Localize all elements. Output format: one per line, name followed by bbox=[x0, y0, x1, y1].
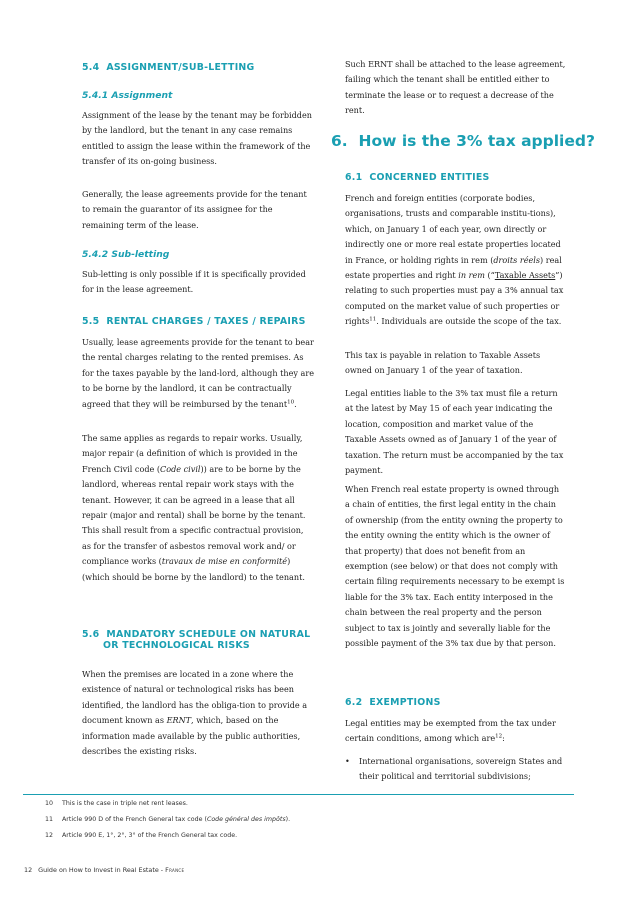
paragraph-file-return: Legal entities liable to the 3% tax must file a return at the latest by May 15 of each year indicating the location, composition and market value of the Taxable Assets owned as of January 1 of the year of taxation. The return must be accompanied by the tax payment. bbox=[345, 388, 564, 476]
footnote-12: 12 Article 990 E, 1°, 2°, 3° of the French General tax code. bbox=[45, 832, 238, 839]
paragraph-ernt: When the premises are located in a zone where the existence of natural or technological risks has been identified, the landlord has the obliga-tion to provide a document known as ERNT, which, based on the information made available by the public authorities, describes the existing risks. bbox=[82, 669, 308, 757]
paragraph-rental-charges: Usually, lease agreements provide for the tenant to bear the rental charges relating to the rented premises. As for the taxes payable by the land-lord, although they are to be borne by the landlord, it can be contractually agreed that they will be reimbursed by the tenant$^{10}$. bbox=[82, 337, 315, 409]
section-heading-5-4: 5.4 ASSIGNMENT/SUB-LETTING bbox=[82, 62, 255, 73]
paragraph-repair-works: The same applies as regards to repair works. Usually, major repair (a definition of which is provided in the French Civil code (Code civil)) are to be borne by the landlord, whereas rental repair work stays with the tenant. However, it can be agreed in a lease that all repair (major and rental) shall be borne by the tenant. This shall result from a specific contractual provision, as for the transfer of asbestos removal work and/ or compliance works (travaux de mise en conformité) (which should be borne by the landlord) to the tenant. bbox=[82, 433, 306, 582]
chapter-heading-6: 6. How is the 3% tax applied? bbox=[331, 132, 595, 150]
paragraph-ernt-attached: Such ERNT shall be attached to the lease agreement, failing which the tenant shall be entitled either to terminate the lease or to request a decrease of the rent. bbox=[345, 59, 566, 116]
footnote-ref-11: 11 bbox=[369, 316, 377, 323]
footnote-divider bbox=[23, 794, 574, 795]
paragraph-subletting: Sub-letting is only possible if it is specifically provided for in the lease agreement. bbox=[82, 269, 306, 295]
list-item: • International organisations, sovereign States and their political and territorial subdivisions; bbox=[345, 754, 566, 785]
section-heading-5-6: 5.6 MANDATORY SCHEDULE ON NATURAL OR TECHNOLOGICAL RISKS bbox=[82, 629, 311, 651]
section-heading-6-1: 6.1 CONCERNED ENTITIES bbox=[345, 172, 490, 183]
paragraph-guarantor: Generally, the lease agreements provide for the tenant to remain the guarantor of its assignee for the remaining term of the lease. bbox=[82, 189, 307, 230]
paragraph-assignment: Assignment of the lease by the tenant may be forbidden by the landlord, but the tenant in any case remains entitled to assign the lease within the framework of the transfer of its on-going business. bbox=[82, 110, 312, 167]
subsection-heading-5-4-1: 5.4.1 Assignment bbox=[82, 90, 173, 101]
paragraph-chain-of-entities: When French real estate property is owned through a chain of entities, the first legal entity in the chain of ownership (from the entity owning the property to the entity owning the entity which is the owner of that property) that does not benefit from an exemption (see below) or that does not comply with certain filing requirements necessary to be exempt is liable for the 3% tax. Each entity interposed in the chain between the real property and the person subject to tax is jointly and severally liable for the possible payment of the 3% tax due by that person. bbox=[345, 484, 565, 649]
footnote-10: 10 This is the case in triple net rent leases. bbox=[45, 800, 188, 807]
footnote-ref-10: 10 bbox=[287, 398, 295, 405]
paragraph-concerned-entities: French and foreign entities (corporate bodies, organisations, trusts and comparable institu-tions), which, on January 1 of each year, own directly or indirectly one or more real estate properties located in France, or holding rights in rem (droits réels) real estate properties and right in rem (“Taxable Assets”) relating to such properties must pay a 3% annual tax computed on the market value of such properties or rights$^{11}$. Individuals are outside the scope of the tax. bbox=[345, 193, 564, 327]
page-footer: 12 Guide on How to Invest in Real Estate - France bbox=[24, 866, 185, 874]
page-number: 12 bbox=[24, 866, 33, 874]
footnote-11: 11 Article 990 D of the French General tax code (Code général des impôts). bbox=[45, 816, 291, 823]
bullet-icon: • bbox=[345, 756, 350, 766]
paragraph-exemptions: Legal entities may be exempted from the tax under certain conditions, among which are$^{12}$: bbox=[345, 718, 556, 744]
subsection-heading-5-4-2: 5.4.2 Sub-letting bbox=[82, 249, 170, 260]
footnote-ref-12: 12 bbox=[495, 733, 503, 740]
section-heading-5-5: 5.5 RENTAL CHARGES / TAXES / REPAIRS bbox=[82, 316, 306, 327]
paragraph-tax-payable: This tax is payable in relation to Taxable Assets owned on January 1 of the year of taxation. bbox=[345, 350, 541, 376]
section-heading-6-2: 6.2 EXEMPTIONS bbox=[345, 697, 441, 708]
